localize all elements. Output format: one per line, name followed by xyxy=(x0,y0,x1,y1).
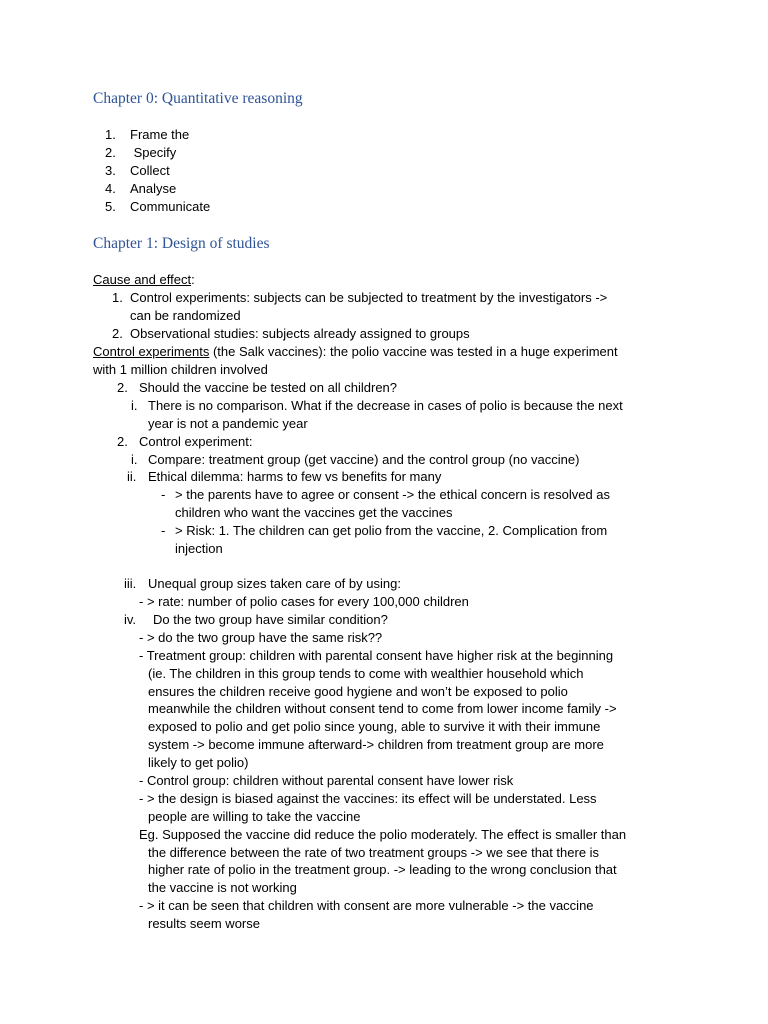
bullet-dash: - xyxy=(161,523,166,538)
discussion-line: results seem worse xyxy=(148,916,260,931)
sub-item-text: Compare: treatment group (get vaccine) and the control group (no vaccine) xyxy=(148,452,580,467)
roman-numeral: i. xyxy=(131,398,138,413)
bullet-dash: - xyxy=(161,487,166,502)
chapter-1-heading: Chapter 1: Design of studies xyxy=(93,235,270,252)
step-number: 3. xyxy=(105,163,116,178)
step-text: Specify xyxy=(130,145,177,160)
discussion-line: the difference between the rate of two treatment groups -> we see that there is xyxy=(148,845,600,860)
discussion-line: people are willing to take the vaccine xyxy=(148,809,361,824)
control-experiments-label: Control experiments xyxy=(93,344,210,359)
step-number: 4. xyxy=(105,181,116,196)
sub-item-text: Unequal group sizes taken care of by using: xyxy=(148,576,401,591)
discussion-line: (ie. The children in this group tends to come with wealthier household which xyxy=(148,666,584,681)
discussion-line: meanwhile the children without consent tend to come from lower income family -> xyxy=(148,701,617,716)
sub-item-text: Ethical dilemma: harms to few vs benefits for many xyxy=(148,469,442,484)
control-experiments-text: (the Salk vaccines): the polio vaccine was tested in a huge experiment xyxy=(209,344,618,359)
bullet-text: > Risk: 1. The children can get polio from the vaccine, 2. Complication from xyxy=(175,523,608,538)
discussion-line: - > the design is biased against the vaccines: its effect will be understated. Less xyxy=(139,791,597,806)
chapter-0-heading: Chapter 0: Quantitative reasoning xyxy=(93,90,303,107)
step-text: Analyse xyxy=(130,181,177,196)
question-text: Should the vaccine be tested on all children? xyxy=(139,380,398,395)
roman-numeral: i. xyxy=(131,452,138,467)
list-number: 1. xyxy=(112,290,123,305)
sub-item-line: - > rate: number of polio cases for every 100,000 children xyxy=(139,594,469,609)
bullet-continuation: injection xyxy=(175,541,223,556)
discussion-line: the vaccine is not working xyxy=(148,880,297,895)
discussion-line: - Control group: children without parental consent have lower risk xyxy=(139,773,514,788)
control-experiment-item: Control experiment: xyxy=(139,434,253,449)
step-text: Frame the xyxy=(130,127,190,142)
step-number: 1. xyxy=(105,127,116,142)
discussion-line: likely to get polio) xyxy=(148,755,249,770)
bullet-continuation: children who want the vaccines get the vaccines xyxy=(175,505,453,520)
cause-effect-colon: : xyxy=(191,272,195,287)
control-experiments-continuation: with 1 million children involved xyxy=(93,362,268,377)
discussion-line: exposed to polio and get polio since young, able to survive it with their immune xyxy=(148,719,601,734)
step-text: Communicate xyxy=(130,199,211,214)
step-number: 5. xyxy=(105,199,116,214)
discussion-line: - > it can be seen that children with consent are more vulnerable -> the vaccine xyxy=(139,898,594,913)
list-number: 2. xyxy=(112,326,123,341)
discussion-line: - > do the two group have the same risk?? xyxy=(139,630,383,645)
discussion-line: - Treatment group: children with parental consent have higher risk at the beginning xyxy=(139,648,614,663)
sub-item-continuation: year is not a pandemic year xyxy=(148,416,308,431)
roman-numeral: ii. xyxy=(127,469,137,484)
discussion-line: ensures the children receive good hygiene and won’t be exposed to polio xyxy=(148,684,568,699)
list-item-text: Observational studies: subjects already assigned to groups xyxy=(130,326,470,341)
list-number: 2. xyxy=(117,380,128,395)
bullet-text: > the parents have to agree or consent -> the ethical concern is resolved as xyxy=(175,487,611,502)
step-text: Collect xyxy=(130,163,170,178)
list-number: 2. xyxy=(117,434,128,449)
sub-item-text: Do the two group have similar condition? xyxy=(153,612,388,627)
list-item-continuation: can be randomized xyxy=(130,308,241,323)
discussion-line: Eg. Supposed the vaccine did reduce the polio moderately. The effect is smaller than xyxy=(139,827,627,842)
step-number: 2. xyxy=(105,145,116,160)
roman-numeral: iv. xyxy=(124,612,137,627)
list-item-text: Control experiments: subjects can be subjected to treatment by the investigators -> xyxy=(130,290,608,305)
cause-effect-heading xyxy=(93,271,195,289)
roman-numeral: iii. xyxy=(124,576,137,591)
discussion-line: system -> become immune afterward-> children from treatment group are more xyxy=(148,737,604,752)
sub-item-text: There is no comparison. What if the decrease in cases of polio is because the next xyxy=(148,398,623,413)
control-experiments-paragraph xyxy=(93,343,618,361)
cause-effect-label: Cause and effect xyxy=(93,272,192,287)
discussion-line: higher rate of polio in the treatment group. -> leading to the wrong conclusion that xyxy=(148,862,617,877)
